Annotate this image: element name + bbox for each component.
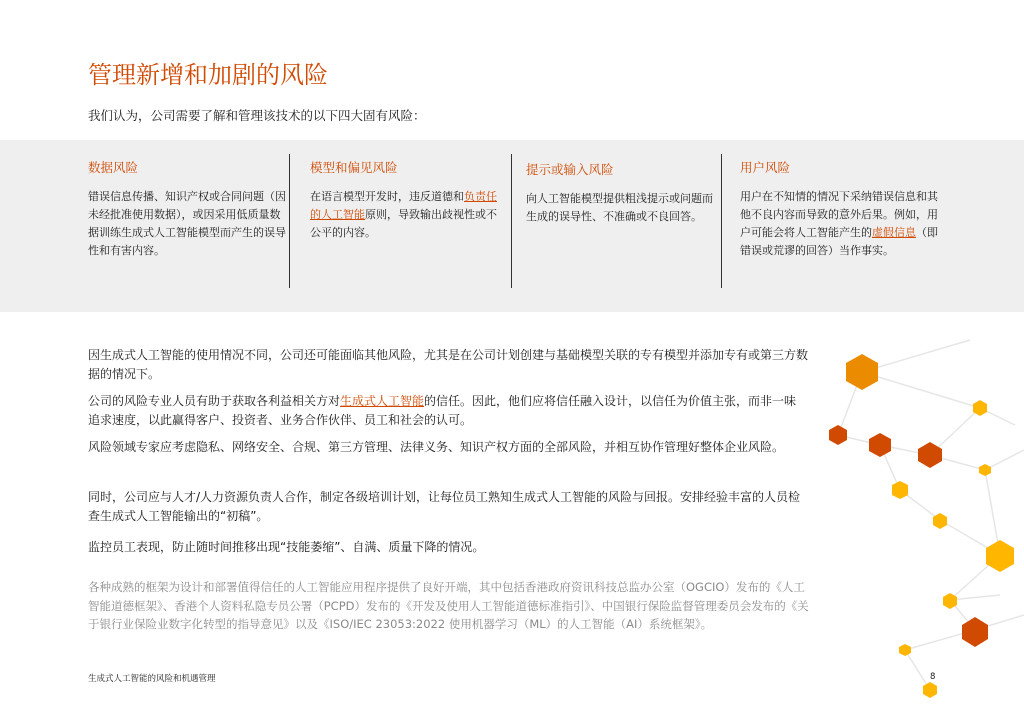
hexagon-node [892, 481, 908, 499]
page-title: 管理新增和加剧的风险 [88, 61, 328, 89]
risk-heading: 模型和偏见风险 [310, 160, 398, 175]
risk-panel [0, 140, 1024, 312]
risk-text-part: 原则，导致输出歧视性或不公平的内容。 [310, 208, 497, 239]
paragraph-risk-experts: 风险领域专家应考虑隐私、网络安全、合规、第三方管理、法律义务、知识产权方面的全部风险，并相互协作管理好整体企业风险。 [88, 440, 785, 454]
hexagon-node [869, 433, 891, 457]
risk-heading: 提示或输入风险 [526, 162, 614, 177]
footer-title: 生成式人工智能的风险和机遇管理 [88, 674, 216, 684]
hexagon-node [923, 682, 937, 698]
paragraph-monitoring: 监控员工表现，防止随时间推移出现“技能萎缩”、自满、质量下降的情况。 [88, 540, 485, 554]
risk-text [310, 188, 498, 242]
paragraph-part: 公司的风险专业人员有助于获取各利益相关方对 [88, 394, 341, 408]
divider [289, 154, 290, 288]
paragraph-trust [88, 392, 808, 429]
risk-model [310, 158, 498, 242]
hexagon-node [918, 442, 942, 468]
risk-text-part: （即错误或荒谬的回答）当作事实。 [740, 226, 938, 257]
hexagon-node [986, 540, 1014, 572]
hexagon-node [899, 644, 911, 656]
genai-link[interactable]: 生成式人工智能 [340, 394, 425, 408]
hexagon-node [846, 354, 878, 390]
divider [511, 154, 512, 288]
hexagon-node [962, 617, 988, 647]
page-number: 8 [930, 672, 936, 682]
risk-text [740, 188, 942, 260]
risk-heading: 用户风险 [740, 160, 791, 175]
hexagon-nodes [829, 354, 1014, 698]
risk-text: 错误信息传播、知识产权或合同问题（因未经批准使用数据），或因采用低质量数据训练生成式人工智能模型而产生的误导性和有害内容。 [88, 190, 286, 257]
paragraph-other-risks: 因生成式人工智能的使用情况不同，公司还可能面临其他风险，尤其是在公司计划创建与基础模型关联的专有模型并添加专有或第三方数据的情况下。 [88, 348, 809, 381]
risk-data [88, 158, 286, 260]
hexagon-network-graphic [790, 320, 1024, 700]
footnote: 各种成熟的框架为设计和部署值得信任的人工智能应用程序提供了良好开端，其中包括香港政府资讯科技总监办公室（OGCIO）发布的《人工智能道德框架》、香港个人资料私隐专员公署（PCPD）发布的《开发及使用人工智能道德标准指引》、中国银行保险监督管理委员会发布的《关于银行业保险业数字化转型的指导意见》以及《ISO/IEC 23053:2022 使用机器学习（ML）的人工智能（AI）系统框架》。 [88, 580, 809, 631]
misinformation-link[interactable]: 虚假信息 [872, 226, 916, 239]
network-lines [838, 340, 1024, 690]
divider [721, 154, 722, 288]
responsible-ai-link[interactable]: 负责任的人工智能 [310, 190, 497, 221]
paragraph-part: 的信任。因此，他们应将信任融入设计，以信任为价值主张，而非一味追求速度，以此赢得客户、投资者、业务合作伙伴、员工和社会的认可。 [88, 394, 797, 427]
risk-user [740, 158, 942, 260]
hexagon-node [979, 464, 991, 476]
risk-heading: 数据风险 [88, 160, 139, 175]
risk-text: 向人工智能模型提供粗浅提示或问题而生成的误导性、不准确或不良回答。 [526, 192, 713, 223]
hexagon-node [829, 425, 847, 445]
intro-text: 我们认为，公司需要了解和管理该技术的以下四大固有风险： [88, 108, 426, 123]
risk-text-part: 用户在不知情的情况下采纳错误信息和其他不良内容而导致的意外后果。例如，用户可能会将人工智能产生的 [740, 190, 938, 239]
risk-prompt [526, 160, 716, 226]
paragraph-training: 同时，公司应与人才/人力资源负责人合作，制定各级培训计划，让每位员工熟知生成式人工智能的风险与回报。安排经验丰富的人员检查生成式人工智能输出的“初稿”。 [88, 490, 801, 523]
risk-text-part: 在语言模型开发时，违反道德和 [310, 190, 464, 203]
